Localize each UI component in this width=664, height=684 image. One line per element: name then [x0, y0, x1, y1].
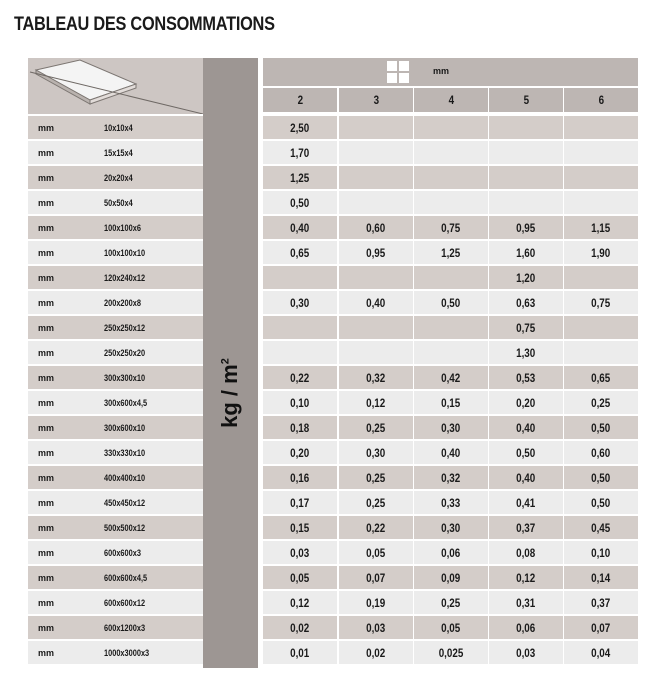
row-unit: mm	[38, 197, 55, 208]
table-row-label	[28, 216, 203, 239]
table-row-label	[28, 541, 203, 564]
table-cell: 0,65	[564, 366, 638, 389]
table-cell: 0,09	[414, 566, 488, 589]
table-cell: 0,25	[564, 391, 638, 414]
table-row-label	[28, 191, 203, 214]
table-cell	[339, 316, 413, 339]
table-row-label	[28, 491, 203, 514]
table-cell: 0,20	[263, 441, 337, 464]
table-cell: 0,75	[489, 316, 563, 339]
table-cell: 0,14	[564, 566, 638, 589]
table-cell: 0,25	[339, 416, 413, 439]
table-cell: 0,50	[564, 491, 638, 514]
table-cell	[564, 116, 638, 139]
table-row-label	[28, 266, 203, 289]
table-cell	[564, 191, 638, 214]
thickness-unit-header	[263, 58, 638, 86]
row-unit: mm	[38, 597, 55, 608]
row-unit: mm	[38, 422, 55, 433]
table-cell: 0,40	[263, 216, 337, 239]
table-cell: 0,03	[339, 616, 413, 639]
table-cell: 0,50	[489, 441, 563, 464]
table-cell: 0,95	[489, 216, 563, 239]
table-cell: 0,75	[564, 291, 638, 314]
table-cell	[414, 191, 488, 214]
table-cell: 0,60	[339, 216, 413, 239]
table-cell: 0,10	[564, 541, 638, 564]
table-row-label	[28, 516, 203, 539]
table-cell: 0,03	[263, 541, 337, 564]
table-cell: 0,02	[263, 616, 337, 639]
table-cell: 0,75	[414, 216, 488, 239]
table-row-label	[28, 141, 203, 164]
tile-size: 300x300x10	[104, 372, 146, 383]
table-cell: 0,42	[414, 366, 488, 389]
tile-size: 100x100x6	[104, 222, 141, 233]
thickness-header-6: 6	[564, 88, 638, 112]
row-unit: mm	[38, 472, 55, 483]
table-cell: 0,12	[339, 391, 413, 414]
table-row-label	[28, 391, 203, 414]
table-row-label	[28, 116, 203, 139]
table-cell: 0,63	[489, 291, 563, 314]
table-cell	[339, 116, 413, 139]
table-cell	[564, 316, 638, 339]
table-cell: 1,30	[489, 341, 563, 364]
table-cell: 0,12	[489, 566, 563, 589]
row-unit: mm	[38, 147, 55, 158]
tile-size: 600x600x4,5	[104, 572, 148, 583]
tile-size: 250x250x20	[104, 347, 146, 358]
row-unit: mm	[38, 247, 55, 258]
table-row-label	[28, 566, 203, 589]
table-cell: 0,16	[263, 466, 337, 489]
table-cell: 0,04	[564, 641, 638, 664]
table-cell: 0,07	[339, 566, 413, 589]
thickness-header-4: 4	[414, 88, 488, 112]
table-cell	[414, 266, 488, 289]
table-cell: 0,22	[263, 366, 337, 389]
tile-size: 450x450x12	[104, 497, 146, 508]
table-cell	[263, 266, 337, 289]
tile-size: 600x1200x3	[104, 622, 146, 633]
table-cell: 0,025	[414, 641, 488, 664]
table-cell: 1,90	[564, 241, 638, 264]
table-cell: 0,02	[339, 641, 413, 664]
table-row-label	[28, 591, 203, 614]
table-cell: 0,25	[339, 491, 413, 514]
table-row-label	[28, 641, 203, 664]
table-cell: 0,15	[414, 391, 488, 414]
table-cell: 0,50	[564, 466, 638, 489]
consumption-table	[28, 58, 638, 668]
table-cell	[414, 141, 488, 164]
tile-size: 250x250x12	[104, 322, 146, 333]
table-cell	[414, 116, 488, 139]
table-cell: 0,17	[263, 491, 337, 514]
table-cell: 0,15	[263, 516, 337, 539]
table-cell: 0,53	[489, 366, 563, 389]
table-cell: 0,45	[564, 516, 638, 539]
table-cell: 0,19	[339, 591, 413, 614]
table-cell: 0,10	[263, 391, 337, 414]
table-cell: 0,40	[489, 416, 563, 439]
page-title: TABLEAU DES CONSOMMATIONS	[14, 14, 275, 35]
table-cell: 0,12	[263, 591, 337, 614]
table-cell: 0,08	[489, 541, 563, 564]
table-cell	[414, 341, 488, 364]
tile-illustration	[28, 58, 203, 114]
table-row-label	[28, 166, 203, 189]
table-cell: 0,30	[414, 516, 488, 539]
table-cell: 0,05	[414, 616, 488, 639]
table-cell	[564, 166, 638, 189]
table-row-label	[28, 316, 203, 339]
table-cell	[564, 141, 638, 164]
tile-size: 500x500x12	[104, 522, 146, 533]
row-unit: mm	[38, 522, 55, 533]
row-unit: mm	[38, 172, 55, 183]
row-unit: mm	[38, 572, 55, 583]
table-cell	[263, 341, 337, 364]
thickness-unit: mm	[433, 66, 450, 76]
kg-per-m2-label: kg / $m^2$	[217, 358, 242, 428]
table-cell: 1,60	[489, 241, 563, 264]
row-unit: mm	[38, 547, 55, 558]
tile-size: 300x600x10	[104, 422, 146, 433]
table-cell: 1,25	[263, 166, 337, 189]
table-cell: 0,37	[564, 591, 638, 614]
tile-size: 300x600x4,5	[104, 397, 148, 408]
table-cell: 0,05	[339, 541, 413, 564]
row-unit: mm	[38, 622, 55, 633]
table-row-label	[28, 291, 203, 314]
table-cell	[564, 266, 638, 289]
table-cell: 0,18	[263, 416, 337, 439]
row-unit: mm	[38, 322, 55, 333]
table-cell: 2,50	[263, 116, 337, 139]
table-cell: 0,40	[339, 291, 413, 314]
table-cell: 0,40	[489, 466, 563, 489]
table-row-label	[28, 466, 203, 489]
table-cell: 0,30	[414, 416, 488, 439]
table-cell	[339, 266, 413, 289]
tile-size: 20x20x4	[104, 172, 133, 183]
table-row-label	[28, 616, 203, 639]
table-cell	[564, 341, 638, 364]
joint-cross-icon	[387, 61, 409, 83]
table-cell: 0,37	[489, 516, 563, 539]
row-unit: mm	[38, 372, 55, 383]
table-cell: 0,25	[339, 466, 413, 489]
tile-size: 1000x3000x3	[104, 647, 150, 658]
table-cell: 0,05	[263, 566, 337, 589]
table-cell	[339, 191, 413, 214]
table-cell: 1,25	[414, 241, 488, 264]
table-cell: 1,15	[564, 216, 638, 239]
table-row-label	[28, 241, 203, 264]
tile-size: 600x600x3	[104, 547, 141, 558]
table-cell: 0,50	[564, 416, 638, 439]
table-cell	[339, 166, 413, 189]
row-unit: mm	[38, 397, 55, 408]
table-cell: 0,50	[263, 191, 337, 214]
table-cell	[339, 341, 413, 364]
row-unit: mm	[38, 222, 55, 233]
table-cell: 0,95	[339, 241, 413, 264]
table-cell: 0,01	[263, 641, 337, 664]
tile-size: 10x10x4	[104, 122, 133, 133]
table-cell	[489, 191, 563, 214]
table-row-label	[28, 441, 203, 464]
table-cell: 0,06	[414, 541, 488, 564]
row-unit: mm	[38, 297, 55, 308]
table-cell: 0,06	[489, 616, 563, 639]
row-unit: mm	[38, 447, 55, 458]
table-cell: 0,32	[339, 366, 413, 389]
thickness-header-2: 2	[263, 88, 337, 112]
tile-size: 120x240x12	[104, 272, 146, 283]
table-cell	[339, 141, 413, 164]
table-row-label	[28, 366, 203, 389]
tile-size: 50x50x4	[104, 197, 133, 208]
table-cell: 0,33	[414, 491, 488, 514]
thickness-header-3: 3	[339, 88, 413, 112]
table-cell	[489, 116, 563, 139]
table-cell: 0,25	[414, 591, 488, 614]
table-cell: 0,22	[339, 516, 413, 539]
tile-size: 600x600x12	[104, 597, 146, 608]
table-cell: 0,40	[414, 441, 488, 464]
table-cell	[489, 141, 563, 164]
row-unit: mm	[38, 122, 55, 133]
table-cell: 0,50	[414, 291, 488, 314]
table-cell	[263, 316, 337, 339]
table-cell: 0,32	[414, 466, 488, 489]
row-unit: mm	[38, 647, 55, 658]
tile-size: 100x100x10	[104, 247, 146, 258]
table-cell: 0,65	[263, 241, 337, 264]
table-cell: 1,20	[489, 266, 563, 289]
tile-size: 15x15x4	[104, 147, 133, 158]
table-row-label	[28, 416, 203, 439]
table-cell: 1,70	[263, 141, 337, 164]
table-cell: 0,03	[489, 641, 563, 664]
thickness-header-5: 5	[489, 88, 563, 112]
table-row-label	[28, 341, 203, 364]
tile-icon	[28, 58, 203, 114]
table-cell: 0,30	[263, 291, 337, 314]
table-cell	[414, 316, 488, 339]
table-cell: 0,07	[564, 616, 638, 639]
table-cell: 0,20	[489, 391, 563, 414]
row-unit: mm	[38, 272, 55, 283]
table-cell: 0,31	[489, 591, 563, 614]
table-cell: 0,30	[339, 441, 413, 464]
tile-size: 400x400x10	[104, 472, 146, 483]
row-unit: mm	[38, 497, 55, 508]
tile-size: 330x330x10	[104, 447, 146, 458]
table-cell	[489, 166, 563, 189]
table-cell: 0,60	[564, 441, 638, 464]
table-cell	[414, 166, 488, 189]
row-unit: mm	[38, 347, 55, 358]
tile-size: 200x200x8	[104, 297, 141, 308]
table-cell: 0,41	[489, 491, 563, 514]
